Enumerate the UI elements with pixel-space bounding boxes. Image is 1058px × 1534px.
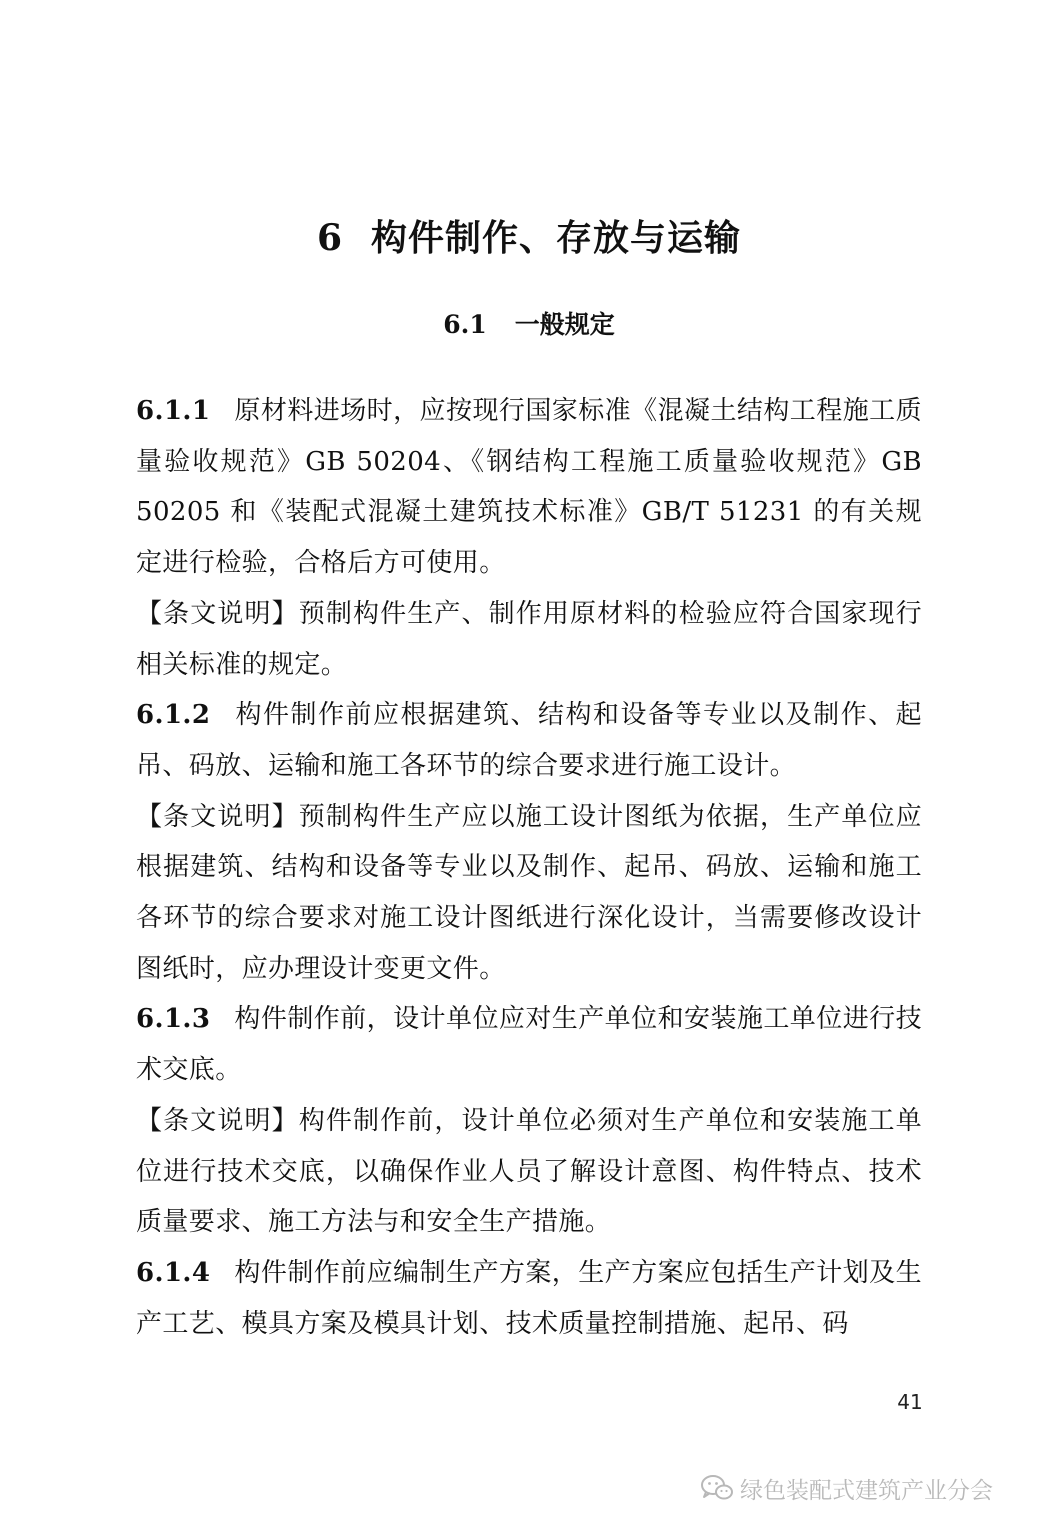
chapter-title-text: 构件制作、存放与运输 xyxy=(371,217,742,259)
section-title xyxy=(0,303,1058,347)
clause-6-1-1 xyxy=(136,386,922,589)
chapter-title xyxy=(0,208,1058,268)
explanation-6-1-1 xyxy=(136,589,922,690)
section-number: 6.1 xyxy=(443,310,487,339)
clause-6-1-3 xyxy=(136,994,922,1095)
chapter-number: 6 xyxy=(316,217,344,259)
clause-number: 6.1.3 xyxy=(136,1004,211,1035)
clause-text: 构件制作前应根据建筑、结构和设备等专业以及制作、起吊、码放、运输和施工各环节的综合要求进行施工设计。 xyxy=(136,700,922,781)
page-number: 41 xyxy=(897,1390,923,1414)
clause-6-1-2 xyxy=(136,690,922,791)
explanation-6-1-2 xyxy=(136,792,922,995)
section-title-text: 一般规定 xyxy=(514,310,615,339)
body-text xyxy=(136,386,922,1349)
clause-number: 6.1.1 xyxy=(136,396,211,426)
clause-text: 原材料进场时，应按现行国家标准《混凝土结构工程施工质量验收规范》GB 50204、《钢结构工程施工质量验收规范》GB 50205 和《装配式混凝土建筑技术标准》GB/T 51231 的有关规定进行检验，合格后方可使用。 xyxy=(136,396,922,579)
watermark xyxy=(700,1468,993,1508)
explanation-text: 【条文说明】构件制作前，设计单位必须对生产单位和安装施工单位进行技术交底，以确保作业人员了解设计意图、构件特点、技术质量要求、施工方法与和安全生产措施。 xyxy=(136,1105,922,1238)
clause-6-1-4 xyxy=(136,1248,922,1349)
clause-number: 6.1.4 xyxy=(136,1257,211,1288)
clause-text: 构件制作前，设计单位应对生产单位和安装施工单位进行技术交底。 xyxy=(136,1004,922,1086)
clause-text: 构件制作前应编制生产方案，生产方案应包括生产计划及生产工艺、模具方案及模具计划、技术质量控制措施、起吊、码 xyxy=(136,1257,922,1339)
watermark-text: 绿色装配式建筑产业分会 xyxy=(740,1477,993,1504)
clause-number: 6.1.2 xyxy=(136,700,211,731)
wechat-icon xyxy=(700,1473,734,1503)
explanation-6-1-3 xyxy=(136,1096,922,1248)
explanation-text: 【条文说明】预制构件生产应以施工设计图纸为依据，生产单位应根据建筑、结构和设备等专业以及制作、起吊、码放、运输和施工各环节的综合要求对施工设计图纸进行深化设计，当需要修改设计图纸时，应办理设计变更文件。 xyxy=(136,801,922,984)
explanation-text: 【条文说明】预制构件生产、制作用原材料的检验应符合国家现行相关标准的规定。 xyxy=(136,598,922,680)
